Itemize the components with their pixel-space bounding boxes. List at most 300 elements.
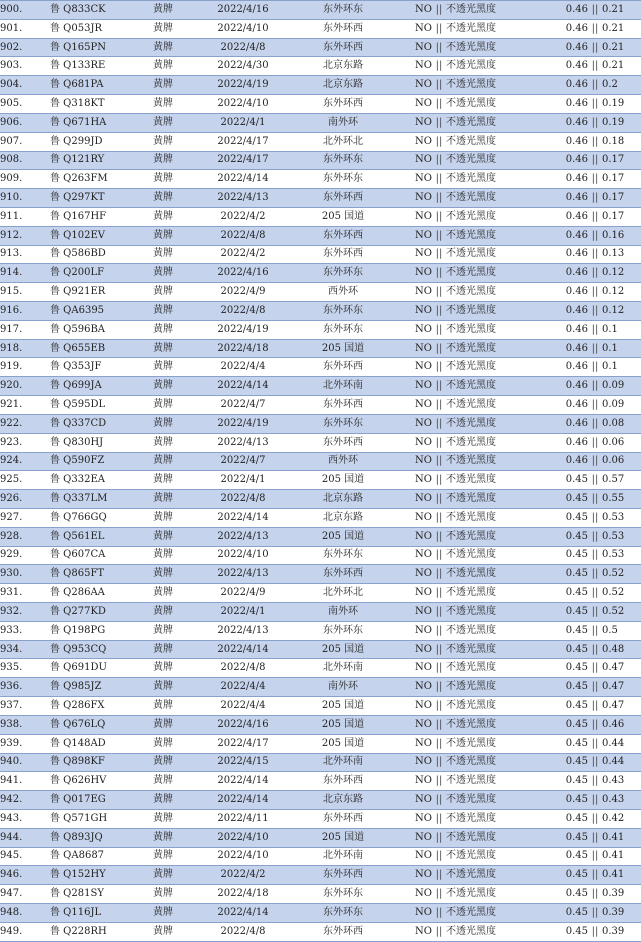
inspection-location: 东外环东 — [298, 414, 388, 433]
measured-value: 0.09 — [602, 377, 641, 396]
result-flag: NO — [388, 320, 432, 339]
row-index: 917. — [0, 320, 50, 339]
column-separator: || — [588, 302, 602, 321]
plate-type: 黄牌 — [138, 170, 188, 189]
inspection-location: 东外环东 — [298, 904, 388, 923]
measured-value: 0.44 — [602, 734, 641, 753]
column-separator: || — [588, 452, 602, 471]
column-separator: || — [588, 433, 602, 452]
row-index: 918. — [0, 339, 50, 358]
plate-type: 黄牌 — [138, 1, 188, 20]
limit-value: 0.46 — [546, 433, 588, 452]
result-flag: NO — [388, 584, 432, 603]
inspection-location: 西外环 — [298, 283, 388, 302]
limit-value: 0.45 — [546, 753, 588, 772]
table-row — [0, 885, 641, 904]
measured-value: 0.5 — [602, 621, 641, 640]
row-index: 939. — [0, 734, 50, 753]
row-index: 945. — [0, 847, 50, 866]
result-flag: NO — [388, 715, 432, 734]
row-index: 924. — [0, 452, 50, 471]
column-separator: || — [432, 546, 446, 565]
table-row — [0, 113, 641, 132]
plate-type: 黄牌 — [138, 471, 188, 490]
plate-type: 黄牌 — [138, 226, 188, 245]
column-separator: || — [432, 132, 446, 151]
result-flag: NO — [388, 734, 432, 753]
column-separator: || — [432, 76, 446, 95]
plate-number: 鲁 Q655EB — [50, 339, 138, 358]
plate-number: 鲁 Q318KT — [50, 95, 138, 114]
inspection-location: 205 国道 — [298, 734, 388, 753]
inspection-date: 2022/4/17 — [188, 151, 298, 170]
plate-type: 黄牌 — [138, 95, 188, 114]
inspection-location: 东外环东 — [298, 1, 388, 20]
measured-value: 0.19 — [602, 113, 641, 132]
test-item: 不透光黑度 — [446, 640, 546, 659]
inspection-date: 2022/4/10 — [188, 546, 298, 565]
inspection-location: 南外环 — [298, 603, 388, 622]
limit-value: 0.46 — [546, 76, 588, 95]
column-separator: || — [588, 603, 602, 622]
row-index: 930. — [0, 565, 50, 584]
column-separator: || — [432, 904, 446, 923]
plate-type: 黄牌 — [138, 339, 188, 358]
column-separator: || — [432, 1, 446, 20]
limit-value: 0.46 — [546, 320, 588, 339]
column-separator: || — [588, 414, 602, 433]
column-separator: || — [432, 847, 446, 866]
table-row — [0, 659, 641, 678]
result-flag: NO — [388, 302, 432, 321]
plate-number: 鲁 Q165PN — [50, 38, 138, 57]
limit-value: 0.45 — [546, 828, 588, 847]
test-item: 不透光黑度 — [446, 38, 546, 57]
inspection-location: 东外环东 — [298, 302, 388, 321]
plate-number: 鲁 Q152HY — [50, 866, 138, 885]
table-row — [0, 339, 641, 358]
column-separator: || — [588, 471, 602, 490]
plate-number: 鲁 Q671HA — [50, 113, 138, 132]
inspection-location: 北京东路 — [298, 508, 388, 527]
inspection-date: 2022/4/14 — [188, 791, 298, 810]
result-flag: NO — [388, 189, 432, 208]
measured-value: 0.47 — [602, 678, 641, 697]
inspection-date: 2022/4/18 — [188, 885, 298, 904]
result-flag: NO — [388, 546, 432, 565]
plate-number: 鲁 Q133RE — [50, 57, 138, 76]
plate-number: 鲁 Q148AD — [50, 734, 138, 753]
table-row — [0, 132, 641, 151]
test-item: 不透光黑度 — [446, 734, 546, 753]
inspection-location: 东外环西 — [298, 38, 388, 57]
plate-type: 黄牌 — [138, 565, 188, 584]
column-separator: || — [432, 358, 446, 377]
row-index: 925. — [0, 471, 50, 490]
measured-value: 0.19 — [602, 95, 641, 114]
table-row — [0, 621, 641, 640]
table-row — [0, 508, 641, 527]
table-row — [0, 57, 641, 76]
column-separator: || — [432, 640, 446, 659]
test-item: 不透光黑度 — [446, 189, 546, 208]
column-separator: || — [432, 715, 446, 734]
column-separator: || — [432, 828, 446, 847]
plate-number: 鲁 Q228RH — [50, 922, 138, 941]
column-separator: || — [432, 772, 446, 791]
inspection-location: 东外环东 — [298, 264, 388, 283]
limit-value: 0.46 — [546, 264, 588, 283]
result-flag: NO — [388, 565, 432, 584]
inspection-location: 东外环东 — [298, 170, 388, 189]
measured-value: 0.44 — [602, 753, 641, 772]
row-index: 940. — [0, 753, 50, 772]
column-separator: || — [432, 433, 446, 452]
result-flag: NO — [388, 697, 432, 716]
inspection-date: 2022/4/1 — [188, 113, 298, 132]
result-flag: NO — [388, 57, 432, 76]
column-separator: || — [588, 621, 602, 640]
row-index: 933. — [0, 621, 50, 640]
limit-value: 0.46 — [546, 113, 588, 132]
inspection-date: 2022/4/14 — [188, 904, 298, 923]
test-item: 不透光黑度 — [446, 791, 546, 810]
row-index: 927. — [0, 508, 50, 527]
column-separator: || — [588, 151, 602, 170]
test-item: 不透光黑度 — [446, 95, 546, 114]
column-separator: || — [588, 734, 602, 753]
measured-value: 0.06 — [602, 433, 641, 452]
inspection-date: 2022/4/8 — [188, 490, 298, 509]
plate-number: 鲁 Q337CD — [50, 414, 138, 433]
test-item: 不透光黑度 — [446, 339, 546, 358]
plate-type: 黄牌 — [138, 490, 188, 509]
limit-value: 0.45 — [546, 922, 588, 941]
row-index: 948. — [0, 904, 50, 923]
inspection-location: 205 国道 — [298, 471, 388, 490]
test-item: 不透光黑度 — [446, 396, 546, 415]
plate-type: 黄牌 — [138, 866, 188, 885]
column-separator: || — [588, 377, 602, 396]
inspection-location: 北京东路 — [298, 490, 388, 509]
plate-type: 黄牌 — [138, 414, 188, 433]
plate-type: 黄牌 — [138, 245, 188, 264]
column-separator: || — [432, 753, 446, 772]
column-separator: || — [588, 640, 602, 659]
inspection-location: 东外环西 — [298, 226, 388, 245]
limit-value: 0.46 — [546, 1, 588, 20]
row-index: 908. — [0, 151, 50, 170]
table-row — [0, 320, 641, 339]
plate-number: 鲁 Q699JA — [50, 377, 138, 396]
column-separator: || — [432, 38, 446, 57]
plate-number: 鲁 Q691DU — [50, 659, 138, 678]
row-index: 928. — [0, 527, 50, 546]
test-item: 不透光黑度 — [446, 302, 546, 321]
result-flag: NO — [388, 490, 432, 509]
result-flag: NO — [388, 226, 432, 245]
inspection-location: 205 国道 — [298, 697, 388, 716]
table-row — [0, 753, 641, 772]
result-flag: NO — [388, 38, 432, 57]
inspection-location: 东外环东 — [298, 885, 388, 904]
inspection-date: 2022/4/13 — [188, 565, 298, 584]
limit-value: 0.46 — [546, 358, 588, 377]
inspection-location: 东外环西 — [298, 95, 388, 114]
plate-number: 鲁 Q561EL — [50, 527, 138, 546]
measured-value: 0.21 — [602, 38, 641, 57]
result-flag: NO — [388, 207, 432, 226]
measured-value: 0.13 — [602, 245, 641, 264]
column-separator: || — [588, 828, 602, 847]
row-index: 929. — [0, 546, 50, 565]
table-row — [0, 151, 641, 170]
test-item: 不透光黑度 — [446, 471, 546, 490]
column-separator: || — [588, 170, 602, 189]
limit-value: 0.46 — [546, 57, 588, 76]
plate-type: 黄牌 — [138, 57, 188, 76]
limit-value: 0.45 — [546, 471, 588, 490]
inspection-location: 205 国道 — [298, 527, 388, 546]
table-row — [0, 358, 641, 377]
table-row — [0, 452, 641, 471]
column-separator: || — [588, 584, 602, 603]
plate-type: 黄牌 — [138, 19, 188, 38]
inspection-date: 2022/4/19 — [188, 76, 298, 95]
measured-value: 0.52 — [602, 603, 641, 622]
result-flag: NO — [388, 471, 432, 490]
column-separator: || — [588, 283, 602, 302]
inspection-date: 2022/4/7 — [188, 396, 298, 415]
limit-value: 0.45 — [546, 527, 588, 546]
measured-value: 0.06 — [602, 452, 641, 471]
plate-type: 黄牌 — [138, 828, 188, 847]
inspection-date: 2022/4/8 — [188, 922, 298, 941]
column-separator: || — [432, 302, 446, 321]
inspection-location: 东外环西 — [298, 189, 388, 208]
result-flag: NO — [388, 358, 432, 377]
table-row — [0, 245, 641, 264]
plate-type: 黄牌 — [138, 621, 188, 640]
row-index: 920. — [0, 377, 50, 396]
limit-value: 0.45 — [546, 885, 588, 904]
plate-number: 鲁 Q299JD — [50, 132, 138, 151]
inspection-date: 2022/4/19 — [188, 414, 298, 433]
plate-type: 黄牌 — [138, 678, 188, 697]
column-separator: || — [432, 19, 446, 38]
column-separator: || — [588, 113, 602, 132]
measured-value: 0.39 — [602, 922, 641, 941]
column-separator: || — [588, 76, 602, 95]
inspection-location: 东外环东 — [298, 546, 388, 565]
column-separator: || — [588, 753, 602, 772]
measured-value: 0.46 — [602, 715, 641, 734]
table-row — [0, 640, 641, 659]
inspection-date: 2022/4/14 — [188, 377, 298, 396]
inspection-date: 2022/4/8 — [188, 659, 298, 678]
column-separator: || — [588, 132, 602, 151]
limit-value: 0.46 — [546, 207, 588, 226]
measured-value: 0.57 — [602, 471, 641, 490]
table-row — [0, 302, 641, 321]
column-separator: || — [588, 715, 602, 734]
table-row — [0, 546, 641, 565]
column-separator: || — [432, 508, 446, 527]
column-separator: || — [432, 527, 446, 546]
table-row — [0, 584, 641, 603]
inspection-date: 2022/4/14 — [188, 170, 298, 189]
test-item: 不透光黑度 — [446, 922, 546, 941]
inspection-date: 2022/4/4 — [188, 678, 298, 697]
table-row — [0, 791, 641, 810]
inspection-location: 北京东路 — [298, 791, 388, 810]
plate-number: 鲁 Q985JZ — [50, 678, 138, 697]
table-row — [0, 377, 641, 396]
row-index: 910. — [0, 189, 50, 208]
test-item: 不透光黑度 — [446, 151, 546, 170]
test-item: 不透光黑度 — [446, 19, 546, 38]
result-flag: NO — [388, 527, 432, 546]
inspection-location: 东外环西 — [298, 245, 388, 264]
row-index: 946. — [0, 866, 50, 885]
test-item: 不透光黑度 — [446, 772, 546, 791]
column-separator: || — [588, 527, 602, 546]
measured-value: 0.12 — [602, 264, 641, 283]
column-separator: || — [588, 922, 602, 941]
table-row — [0, 772, 641, 791]
column-separator: || — [588, 678, 602, 697]
table-row — [0, 471, 641, 490]
column-separator: || — [588, 264, 602, 283]
table-row — [0, 565, 641, 584]
inspection-location: 北外环北 — [298, 584, 388, 603]
table-row — [0, 170, 641, 189]
table-row — [0, 283, 641, 302]
test-item: 不透光黑度 — [446, 904, 546, 923]
column-separator: || — [432, 452, 446, 471]
test-item: 不透光黑度 — [446, 245, 546, 264]
result-flag: NO — [388, 772, 432, 791]
plate-type: 黄牌 — [138, 132, 188, 151]
row-index: 919. — [0, 358, 50, 377]
column-separator: || — [432, 377, 446, 396]
plate-type: 黄牌 — [138, 922, 188, 941]
row-index: 947. — [0, 885, 50, 904]
plate-type: 黄牌 — [138, 320, 188, 339]
row-index: 914. — [0, 264, 50, 283]
test-item: 不透光黑度 — [446, 57, 546, 76]
limit-value: 0.46 — [546, 38, 588, 57]
inspection-date: 2022/4/10 — [188, 847, 298, 866]
column-separator: || — [432, 866, 446, 885]
column-separator: || — [588, 358, 602, 377]
table-row — [0, 828, 641, 847]
row-index: 942. — [0, 791, 50, 810]
result-flag: NO — [388, 414, 432, 433]
table-row — [0, 866, 641, 885]
measured-value: 0.21 — [602, 57, 641, 76]
test-item: 不透光黑度 — [446, 132, 546, 151]
result-flag: NO — [388, 377, 432, 396]
limit-value: 0.46 — [546, 302, 588, 321]
column-separator: || — [432, 207, 446, 226]
measured-value: 0.1 — [602, 358, 641, 377]
plate-type: 黄牌 — [138, 753, 188, 772]
column-separator: || — [432, 791, 446, 810]
column-separator: || — [432, 95, 446, 114]
test-item: 不透光黑度 — [446, 377, 546, 396]
test-item: 不透光黑度 — [446, 527, 546, 546]
inspection-date: 2022/4/14 — [188, 640, 298, 659]
plate-number: 鲁 Q281SY — [50, 885, 138, 904]
column-separator: || — [588, 697, 602, 716]
limit-value: 0.45 — [546, 791, 588, 810]
row-index: 915. — [0, 283, 50, 302]
plate-number: 鲁 Q893JQ — [50, 828, 138, 847]
limit-value: 0.45 — [546, 734, 588, 753]
row-index: 907. — [0, 132, 50, 151]
test-item: 不透光黑度 — [446, 828, 546, 847]
column-separator: || — [432, 113, 446, 132]
column-separator: || — [588, 207, 602, 226]
column-separator: || — [588, 508, 602, 527]
measured-value: 0.52 — [602, 584, 641, 603]
inspection-location: 北外环南 — [298, 377, 388, 396]
result-flag: NO — [388, 1, 432, 20]
limit-value: 0.46 — [546, 396, 588, 415]
table-row — [0, 527, 641, 546]
limit-value: 0.46 — [546, 226, 588, 245]
inspection-date: 2022/4/10 — [188, 828, 298, 847]
result-flag: NO — [388, 640, 432, 659]
result-flag: NO — [388, 113, 432, 132]
test-item: 不透光黑度 — [446, 715, 546, 734]
inspection-date: 2022/4/14 — [188, 772, 298, 791]
row-index: 903. — [0, 57, 50, 76]
row-index: 901. — [0, 19, 50, 38]
result-flag: NO — [388, 339, 432, 358]
column-separator: || — [588, 320, 602, 339]
limit-value: 0.46 — [546, 283, 588, 302]
inspection-date: 2022/4/19 — [188, 320, 298, 339]
result-flag: NO — [388, 885, 432, 904]
plate-type: 黄牌 — [138, 904, 188, 923]
table-row — [0, 697, 641, 716]
plate-type: 黄牌 — [138, 302, 188, 321]
plate-number: 鲁 Q596BA — [50, 320, 138, 339]
inspection-date: 2022/4/8 — [188, 302, 298, 321]
inspection-location: 东外环西 — [298, 396, 388, 415]
measured-value: 0.09 — [602, 396, 641, 415]
measured-value: 0.1 — [602, 339, 641, 358]
limit-value: 0.46 — [546, 245, 588, 264]
table-row — [0, 19, 641, 38]
limit-value: 0.46 — [546, 339, 588, 358]
test-item: 不透光黑度 — [446, 452, 546, 471]
table-row — [0, 904, 641, 923]
table-row — [0, 226, 641, 245]
limit-value: 0.45 — [546, 565, 588, 584]
plate-type: 黄牌 — [138, 358, 188, 377]
column-separator: || — [588, 659, 602, 678]
inspection-date: 2022/4/4 — [188, 358, 298, 377]
result-flag: NO — [388, 396, 432, 415]
inspection-date: 2022/4/9 — [188, 584, 298, 603]
measured-value: 0.39 — [602, 904, 641, 923]
inspection-location: 205 国道 — [298, 207, 388, 226]
row-index: 921. — [0, 396, 50, 415]
table-row — [0, 38, 641, 57]
